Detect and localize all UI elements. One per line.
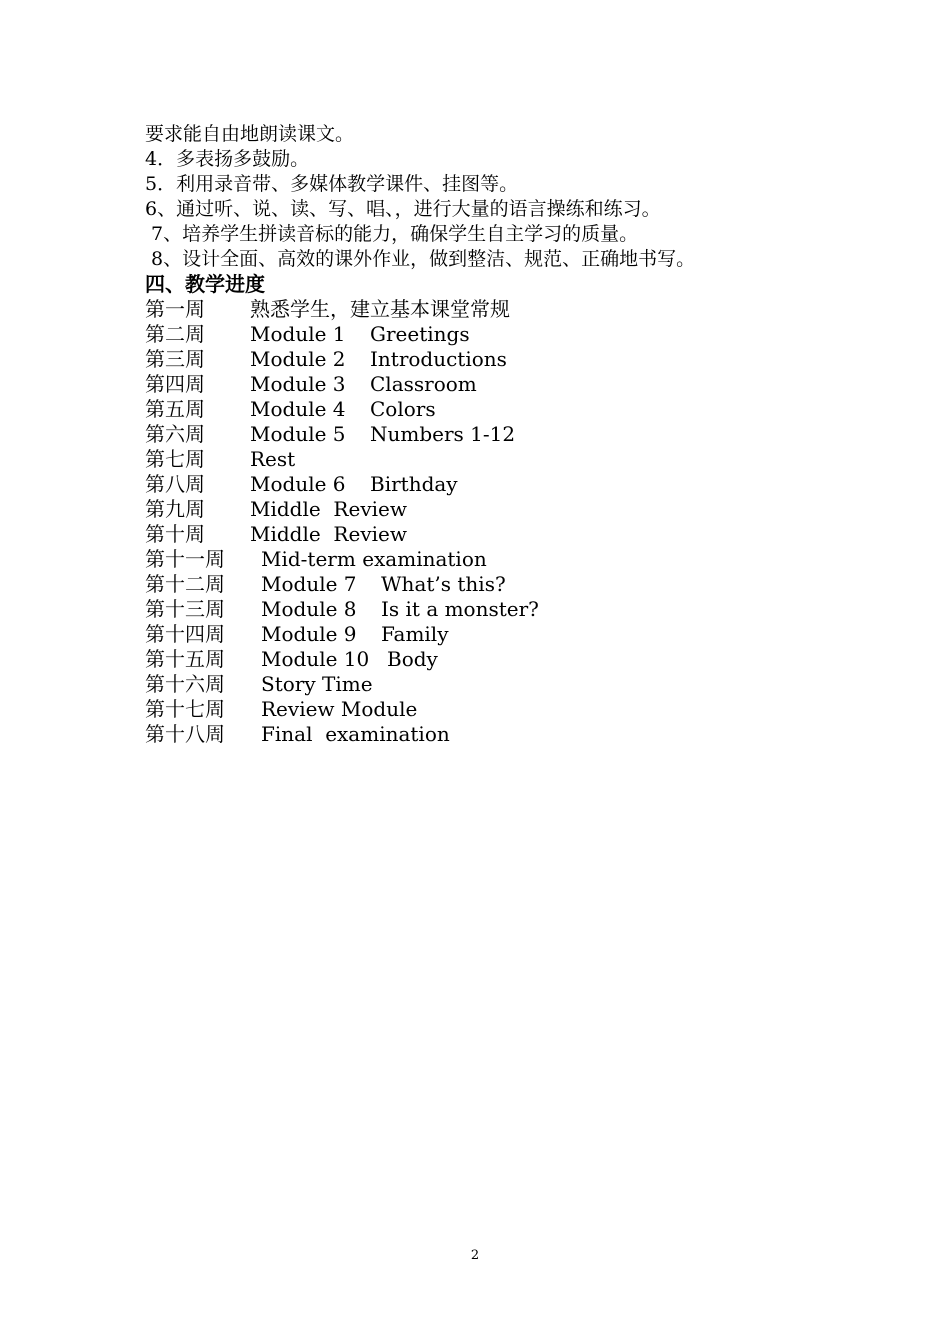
schedule-row [145, 647, 845, 672]
schedule-row [145, 497, 845, 522]
week-label: 第六周 [145, 422, 205, 446]
week-label: 第四周 [145, 372, 205, 396]
paragraph-line: 要求能自由地朗读课文。 [145, 123, 355, 145]
schedule-row [145, 422, 845, 447]
topic-label: Numbers 1-12 [370, 422, 516, 446]
module-label: Middle Review [250, 497, 407, 521]
week-label: 第十六周 [145, 672, 225, 696]
schedule-row [145, 297, 845, 322]
topic-label: Introductions [370, 347, 507, 371]
module-label: Middle Review [250, 522, 407, 546]
module-label: Module 8 [261, 597, 357, 621]
module-label: Module 7 [261, 572, 357, 596]
week-label: 第十四周 [145, 622, 225, 646]
topic-label: Birthday [370, 472, 458, 496]
schedule-row [145, 672, 845, 697]
module-label: Story Time [261, 672, 373, 696]
week-label: 第十一周 [145, 547, 225, 571]
topic-label: Body [387, 647, 438, 671]
page-number: 2 [470, 1248, 480, 1263]
week-label: 第十五周 [145, 647, 225, 671]
paragraph-item-4: 4．多表扬多鼓励。 [145, 148, 310, 170]
week-label: 第十二周 [145, 572, 225, 596]
schedule-row [145, 697, 845, 722]
schedule-row [145, 572, 845, 597]
topic-label: Family [381, 622, 449, 646]
schedule-row [145, 597, 845, 622]
module-label: Module 5 [250, 422, 346, 446]
module-label: Module 3 [250, 372, 346, 396]
schedule-row [145, 447, 845, 472]
module-label: Review Module [261, 697, 418, 721]
paragraph-item-5: 5．利用录音带、多媒体教学课件、挂图等。 [145, 173, 519, 195]
week-label: 第五周 [145, 397, 205, 421]
module-label: Module 1 [250, 322, 346, 346]
paragraph-item-8: 8、设计全面、高效的课外作业，做到整洁、规范、正确地书写。 [145, 248, 696, 270]
week-label: 第七周 [145, 447, 205, 471]
schedule-row [145, 472, 845, 497]
week-label: 第三周 [145, 347, 205, 371]
schedule-row [145, 397, 845, 422]
module-label: Final examination [261, 722, 450, 746]
week-label: 第十七周 [145, 697, 225, 721]
module-label: 熟悉学生，建立基本课堂常规 [250, 297, 510, 321]
page-content [145, 122, 845, 747]
module-label: Module 9 [261, 622, 357, 646]
topic-label: What’s this? [381, 572, 506, 596]
paragraph-item-7: 7、培养学生拼读音标的能力，确保学生自主学习的质量。 [145, 223, 639, 245]
topic-label: Classroom [370, 372, 477, 396]
module-label: Module 10 [261, 647, 370, 671]
topic-label: Greetings [370, 322, 470, 346]
module-label: Module 2 [250, 347, 346, 371]
schedule-row [145, 722, 845, 747]
schedule-row [145, 522, 845, 547]
week-label: 第一周 [145, 297, 205, 321]
schedule-row [145, 322, 845, 347]
week-label: 第九周 [145, 497, 205, 521]
week-label: 第十八周 [145, 722, 225, 746]
section-heading: 四、教学进度 [145, 272, 265, 296]
week-label: 第八周 [145, 472, 205, 496]
module-label: Module 4 [250, 397, 346, 421]
schedule-row [145, 372, 845, 397]
week-label: 第十三周 [145, 597, 225, 621]
schedule-row [145, 547, 845, 572]
schedule-row [145, 347, 845, 372]
paragraph-item-6: 6、通过听、说、读、写、唱、，进行大量的语言操练和练习。 [145, 198, 661, 220]
schedule-row [145, 622, 845, 647]
week-label: 第十周 [145, 522, 205, 546]
week-label: 第二周 [145, 322, 205, 346]
topic-label: Colors [370, 397, 436, 421]
module-label: Mid-term examination [261, 547, 487, 571]
module-label: Module 6 [250, 472, 346, 496]
schedule-list [145, 297, 845, 747]
topic-label: Is it a monster? [381, 597, 539, 621]
module-label: Rest [250, 447, 296, 471]
